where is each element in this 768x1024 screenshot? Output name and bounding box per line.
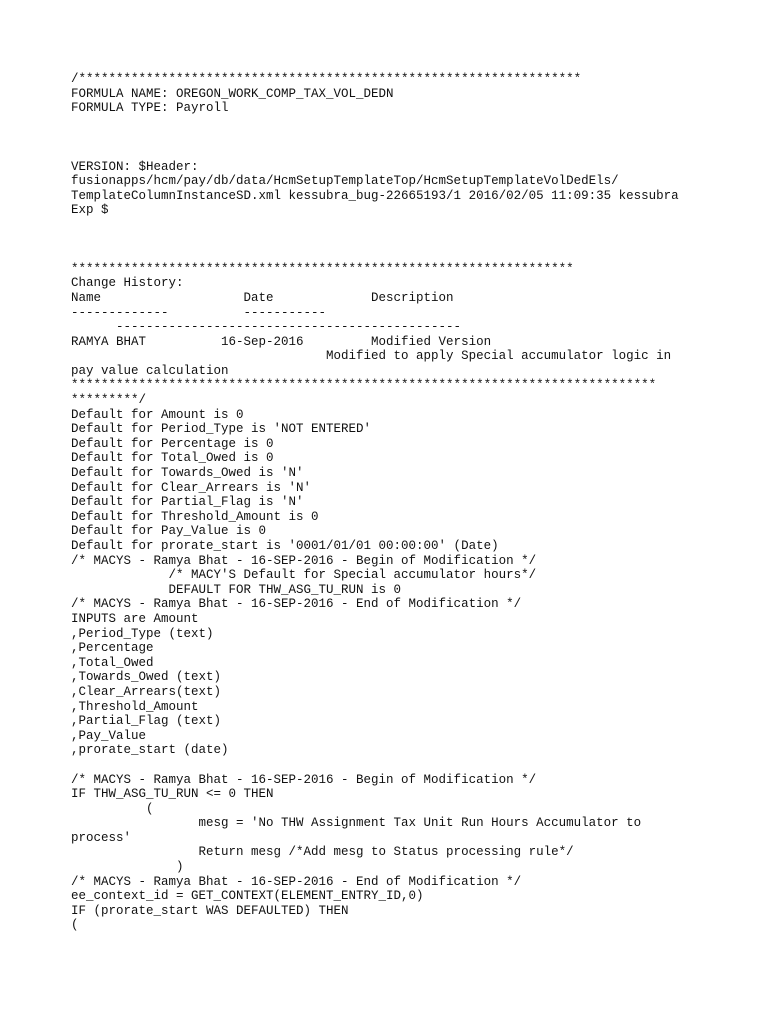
document-line: ,Total_Owed bbox=[71, 655, 154, 670]
document-line: Default for Towards_Owed is 'N' bbox=[71, 466, 304, 481]
document-line: TemplateColumnInstanceSD.xml kessubra_bug-22665193/1 2016/02/05 11:09:35 kessubra bbox=[71, 188, 679, 203]
document-line: IF THW_ASG_TU_RUN <= 0 THEN bbox=[71, 787, 274, 802]
document-line: mesg = 'No THW Assignment Tax Unit Run Hours Accumulator to bbox=[71, 816, 642, 831]
document-line: DEFAULT FOR THW_ASG_TU_RUN is 0 bbox=[71, 582, 402, 597]
document-line: /******************************************************************* bbox=[71, 72, 582, 86]
document-line bbox=[71, 130, 751, 145]
document-line: ,Towards_Owed (text) bbox=[71, 670, 222, 685]
document-line: Default for Threshold_Amount is 0 bbox=[71, 509, 319, 524]
document-line: ( bbox=[71, 801, 154, 816]
document-line: ,prorate_start (date) bbox=[71, 743, 229, 758]
document-line: Default for Percentage is 0 bbox=[71, 436, 274, 451]
document-line: Return mesg /*Add mesg to Status processing rule*/ bbox=[71, 845, 574, 860]
document-line: process' bbox=[71, 830, 132, 845]
document-line: ------------- ----------- bbox=[71, 305, 327, 320]
document-line: ( bbox=[71, 918, 79, 933]
document-line: /* MACY'S Default for Special accumulator hours*/ bbox=[71, 568, 537, 583]
document-line: ****************************************************************************** bbox=[71, 378, 657, 393]
document-line: ,Percentage bbox=[71, 641, 154, 656]
formula-document bbox=[71, 72, 751, 933]
document-line: pay value calculation bbox=[71, 363, 229, 378]
document-line: IF (prorate_start WAS DEFAULTED) THEN bbox=[71, 903, 349, 918]
document-line: /* MACYS - Ramya Bhat - 16-SEP-2016 - End of Modification */ bbox=[71, 874, 522, 889]
document-line: fusionapps/hcm/pay/db/data/HcmSetupTemplateTop/HcmSetupTemplateVolDedEls/ bbox=[71, 174, 619, 189]
document-line: RAMYA BHAT 16-Sep-2016 Modified Version bbox=[71, 334, 492, 349]
document-line: Default for Period_Type is 'NOT ENTERED' bbox=[71, 422, 372, 437]
document-line: Exp $ bbox=[71, 203, 109, 218]
document-line bbox=[71, 233, 751, 248]
document-line: Default for Total_Owed is 0 bbox=[71, 451, 274, 466]
document-line: Default for Amount is 0 bbox=[71, 407, 244, 422]
document-line bbox=[71, 218, 751, 233]
document-line: ******************************************************************* bbox=[71, 261, 574, 276]
document-line: ,Clear_Arrears(text) bbox=[71, 684, 222, 699]
document-line: /* MACYS - Ramya Bhat - 16-SEP-2016 - Begin of Modification */ bbox=[71, 553, 537, 568]
document-line: ,Pay_Value bbox=[71, 728, 147, 743]
document-line: Default for Partial_Flag is 'N' bbox=[71, 495, 304, 510]
document-line: ) bbox=[71, 860, 184, 875]
document-line: Name Date Description bbox=[71, 290, 454, 305]
document-line: ---------------------------------------------- bbox=[71, 320, 462, 335]
document-line: Modified to apply Special accumulator logic in bbox=[71, 349, 672, 364]
document-line: ee_context_id = GET_CONTEXT(ELEMENT_ENTRY_ID,0) bbox=[71, 889, 424, 904]
document-line: *********/ bbox=[71, 393, 147, 408]
document-line: ,Partial_Flag (text) bbox=[71, 714, 222, 729]
document-line: Default for Clear_Arrears is 'N' bbox=[71, 480, 312, 495]
document-line bbox=[71, 116, 751, 131]
document-line: Default for Pay_Value is 0 bbox=[71, 524, 267, 539]
document-line: ,Period_Type (text) bbox=[71, 626, 214, 641]
document-line bbox=[71, 247, 751, 262]
document-line: INPUTS are Amount bbox=[71, 611, 199, 626]
document-line bbox=[71, 145, 751, 160]
document-line: Default for prorate_start is '0001/01/01 00:00:00' (Date) bbox=[71, 539, 499, 553]
document-line: FORMULA NAME: OREGON_WORK_COMP_TAX_VOL_DEDN bbox=[71, 86, 394, 101]
document-line: VERSION: $Header: bbox=[71, 159, 199, 174]
document-line: /* MACYS - Ramya Bhat - 16-SEP-2016 - End of Modification */ bbox=[71, 597, 522, 612]
document-line: ,Threshold_Amount bbox=[71, 699, 199, 714]
document-line bbox=[71, 758, 751, 773]
document-line: FORMULA TYPE: Payroll bbox=[71, 101, 229, 116]
document-line: /* MACYS - Ramya Bhat - 16-SEP-2016 - Begin of Modification */ bbox=[71, 772, 537, 787]
document-line: Change History: bbox=[71, 276, 184, 291]
